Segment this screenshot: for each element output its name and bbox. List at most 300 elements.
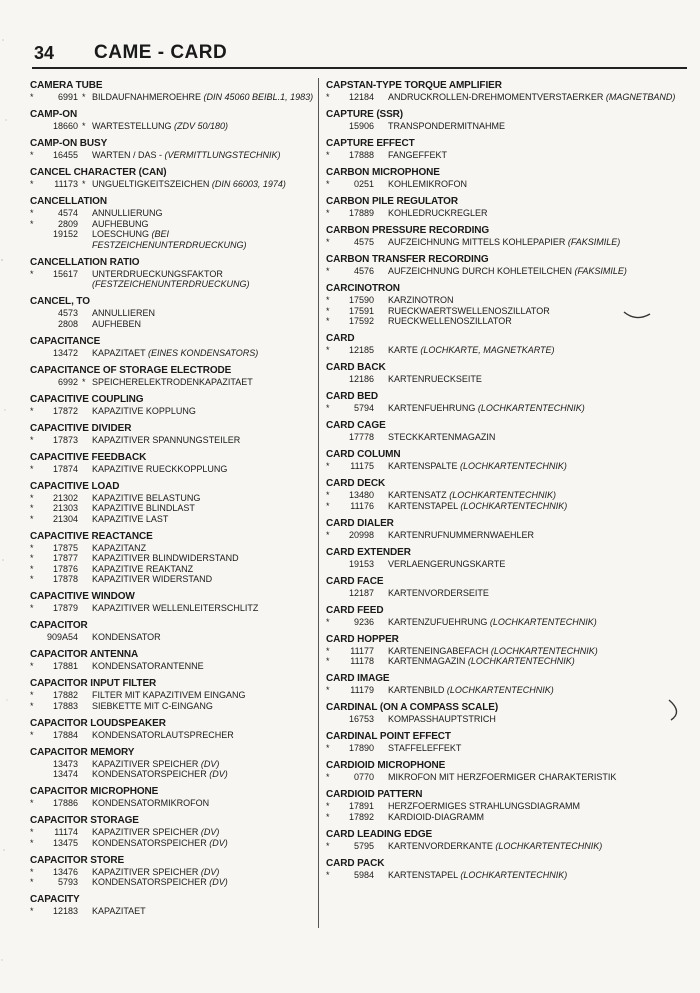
translation-row	[30, 838, 315, 849]
standard-star-marker	[378, 501, 388, 512]
entry-code: 13473	[52, 758, 78, 769]
entry-term: CARD DIALER	[326, 517, 394, 529]
glossary-entry	[30, 747, 315, 780]
entry-term: CARD LEADING EDGE	[326, 828, 433, 840]
standard-star-marker: *	[30, 92, 34, 102]
translation-text	[388, 490, 676, 501]
standard-star-marker	[82, 514, 92, 525]
translation-row	[30, 730, 315, 741]
standard-star-marker: *	[30, 798, 34, 808]
translation-row	[30, 493, 315, 504]
usage-note: (DV)	[209, 877, 228, 887]
german-term: AUFZEICHNUNG MITTELS KOHLEPAPIER	[388, 237, 566, 247]
german-term: RUECKWAERTSWELLENOSZILLATOR	[388, 305, 550, 316]
column-divider	[318, 78, 319, 928]
standard-star-marker	[378, 617, 388, 628]
glossary-entry	[326, 576, 676, 599]
standard-star-marker: *	[326, 461, 330, 471]
standard-star-marker: *	[30, 603, 34, 613]
standard-star-marker	[82, 564, 92, 575]
entry-term: CARBON PILE REGULATOR	[326, 196, 458, 207]
translation-row	[30, 92, 315, 103]
usage-note: (LOCHKARTENTECHNIK)	[489, 616, 597, 627]
german-term: KARTENVORDERKANTE	[388, 840, 493, 851]
entry-code: 19152	[52, 229, 78, 239]
entry-term: CANCELLATION	[30, 196, 107, 207]
standard-star-marker	[30, 377, 42, 388]
standard-star-marker	[30, 769, 42, 780]
entry-code: 5795	[353, 840, 374, 851]
standard-star-marker: *	[30, 208, 34, 218]
translation-row	[326, 501, 676, 512]
entry-term: CAPTURE (SSR)	[326, 109, 404, 120]
standard-star-marker	[82, 759, 92, 770]
entry-code: 17873	[52, 434, 78, 445]
entry-code: 21304	[52, 513, 78, 524]
entry-term: CARD FEED	[326, 604, 384, 616]
glossary-entry	[30, 138, 315, 161]
entry-code: 17886	[52, 798, 78, 808]
translation-text	[388, 812, 676, 823]
standard-star-marker: *	[30, 827, 34, 837]
usage-note: (DIN 66003, 1974)	[211, 179, 286, 189]
entry-term: CAPACITIVE WINDOW	[30, 591, 135, 602]
standard-star-marker	[82, 269, 92, 290]
entry-term: CARDINAL (ON A COMPASS SCALE)	[326, 702, 499, 713]
glossary-entry	[30, 894, 315, 917]
translation-row	[326, 685, 676, 696]
translation-text	[388, 121, 676, 132]
standard-star-marker	[82, 229, 92, 250]
translation-text	[92, 603, 315, 614]
entry-code: 15906	[348, 121, 374, 131]
standard-star-marker: *	[326, 616, 330, 627]
translation-text	[388, 870, 676, 881]
standard-star-marker	[378, 374, 388, 385]
standard-star-marker	[378, 656, 388, 667]
translation-text	[92, 208, 315, 219]
entry-term: CARDINAL POINT EFFECT	[326, 731, 451, 742]
glossary-entry	[326, 518, 676, 541]
glossary-entry	[326, 731, 676, 754]
translation-row	[326, 588, 676, 599]
entry-code: 909A54	[46, 632, 78, 642]
translation-text	[388, 646, 676, 657]
entry-code: 17872	[52, 405, 78, 416]
entry-term: CAPACITOR INPUT FILTER	[30, 678, 157, 689]
entry-term: CAPACITOR MEMORY	[30, 746, 135, 758]
translation-row	[30, 219, 315, 230]
translation-row	[30, 503, 315, 514]
translation-text	[92, 867, 315, 878]
entry-code: 5793	[57, 877, 78, 887]
translation-text	[92, 769, 315, 780]
translation-row	[326, 345, 676, 356]
standard-star-marker: *	[326, 345, 330, 355]
usage-note: (LOCHKARTENTECHNIK)	[460, 461, 567, 471]
standard-star-marker	[378, 432, 388, 443]
entry-term: CAMP-ON	[30, 109, 78, 120]
page-number: 34	[34, 43, 55, 63]
entry-code: 17591	[348, 305, 374, 316]
translation-text	[92, 377, 315, 388]
entry-code: 13480	[348, 490, 374, 500]
german-term: KAPAZITIVER SPEICHER	[92, 758, 199, 769]
usage-note: (LOCHKARTENTECHNIK)	[460, 500, 568, 511]
entry-term: CAPACITOR STORE	[30, 854, 125, 866]
page-title: CAME - CARD	[94, 42, 228, 63]
standard-star-marker	[82, 219, 92, 230]
german-term: KAPAZITAET	[92, 906, 146, 916]
translation-row	[30, 798, 315, 809]
usage-note: (FAKSIMILE)	[567, 237, 621, 247]
glossary-entry	[30, 591, 315, 614]
translation-text	[92, 92, 315, 103]
german-term: KARTENZUFUEHRUNG	[388, 616, 488, 627]
standard-star-marker: *	[30, 837, 34, 848]
usage-note: (LOCHKARTENTECHNIK)	[460, 869, 568, 880]
entry-code: 2809	[57, 218, 78, 229]
entry-term: CANCEL CHARACTER (CAN)	[30, 167, 167, 178]
usage-note: (LOCHKARTENTECHNIK)	[490, 645, 598, 656]
translation-text	[92, 661, 315, 672]
entry-term: CARDIOID PATTERN	[326, 789, 423, 800]
entry-code: 13475	[52, 837, 78, 848]
entry-term: CARD FACE	[326, 575, 384, 587]
usage-note: (LOCHKARTENTECHNIK)	[449, 490, 557, 500]
translation-row	[326, 179, 676, 190]
standard-star-marker	[82, 632, 92, 643]
entry-code: 11174	[54, 827, 78, 837]
entry-code: 13472	[52, 347, 78, 358]
entry-code: 2808	[57, 318, 78, 329]
standard-star-marker	[378, 812, 388, 823]
entry-term: CAMP-ON BUSY	[30, 138, 108, 149]
entry-code: 11175	[350, 461, 374, 471]
entry-code: 4576	[353, 266, 374, 276]
translation-row	[326, 374, 676, 385]
standard-star-marker	[82, 319, 92, 330]
entry-code: 4574	[57, 208, 78, 218]
entry-term: CAPACITIVE LOAD	[30, 480, 120, 492]
german-term: KAPAZITIVER BLINDWIDERSTAND	[92, 553, 239, 563]
entry-code: 6992	[57, 376, 78, 387]
standard-star-marker	[82, 543, 92, 554]
standard-star-marker: *	[326, 150, 330, 160]
standard-star-marker: *	[30, 542, 34, 553]
translation-row	[30, 348, 315, 359]
page-mark	[620, 300, 660, 330]
usage-note: (DV)	[209, 769, 228, 779]
standard-star-marker	[82, 661, 92, 672]
german-term: KOMPASSHAUPTSTRICH	[388, 714, 496, 724]
translation-text	[92, 701, 315, 712]
translation-row	[326, 617, 676, 628]
standard-star-marker	[82, 838, 92, 849]
glossary-entry	[30, 855, 315, 888]
standard-star-marker	[326, 588, 338, 599]
usage-note: (DV)	[200, 827, 220, 837]
standard-star-marker	[378, 870, 388, 881]
translation-row	[30, 574, 315, 585]
translation-text	[388, 150, 676, 161]
translation-text	[388, 266, 676, 277]
translation-row	[30, 406, 315, 417]
entry-code: 11176	[350, 500, 374, 511]
translation-row	[30, 308, 315, 319]
german-term: AUFZEICHNUNG DURCH KOHLETEILCHEN	[388, 266, 573, 276]
standard-star-marker: *	[30, 729, 34, 740]
german-term: KOHLEDRUCKREGLER	[388, 208, 488, 218]
standard-star-marker: *	[30, 150, 34, 160]
glossary-entry	[30, 649, 315, 672]
entry-term: CAPACITOR STORAGE	[30, 815, 139, 826]
standard-star-marker: *	[30, 906, 34, 916]
standard-star-marker	[378, 646, 388, 657]
german-term: KAPAZITIVER WELLENLEITERSCHLITZ	[92, 603, 259, 613]
german-term: KARTENSATZ	[388, 490, 447, 500]
usage-note: (LOCHKARTENTECHNIK)	[477, 403, 585, 413]
translation-text	[388, 588, 676, 599]
entry-term: CARBON PRESSURE RECORDING	[326, 225, 490, 236]
glossary-entry	[30, 786, 315, 809]
glossary-entry	[326, 80, 676, 103]
translation-row	[326, 432, 676, 443]
german-term: KAPAZITAET	[92, 347, 146, 358]
standard-star-marker	[378, 266, 388, 277]
glossary-entry	[326, 362, 676, 385]
translation-text	[92, 435, 315, 446]
translation-text	[92, 308, 315, 319]
german-term: TRANSPONDERMITNAHME	[388, 121, 506, 131]
entry-code: 4573	[57, 308, 78, 318]
translation-row	[30, 543, 315, 554]
standard-star-marker	[378, 490, 388, 501]
german-term: KARTENVORDERSEITE	[388, 587, 489, 598]
entry-term: CAPACITANCE OF STORAGE ELECTRODE	[30, 364, 232, 376]
entry-code: 17882	[52, 690, 78, 700]
german-term: STAFFELEFFEKT	[388, 743, 462, 753]
standard-star-marker	[378, 588, 388, 599]
glossary-entry	[326, 167, 676, 190]
translation-row	[326, 743, 676, 754]
german-term: ANDRUCKROLLEN-DREHMOMENTVERSTAERKER	[388, 92, 604, 102]
standard-star-marker	[378, 295, 388, 306]
entry-term: CAPACITOR	[30, 620, 88, 631]
glossary-entry	[30, 336, 315, 359]
standard-star-marker	[378, 461, 388, 472]
glossary-entry	[30, 452, 315, 475]
entry-term: CARD	[326, 333, 355, 344]
usage-note: (LOCHKARTE, MAGNETKARTE)	[420, 345, 555, 355]
german-term: SIEBKETTE MIT C-EINGANG	[92, 700, 213, 711]
translation-text	[92, 690, 315, 701]
translation-text	[388, 617, 676, 628]
standard-star-marker: *	[326, 772, 330, 782]
translation-text	[388, 530, 676, 541]
german-term: HERZFOERMIGES STRAHLUNGSDIAGRAMM	[388, 801, 581, 811]
entry-code: 21303	[52, 503, 78, 513]
translation-row	[30, 564, 315, 575]
entry-code: 12185	[348, 345, 374, 355]
entry-code: 17875	[52, 542, 78, 553]
entry-code: 17876	[52, 563, 78, 574]
german-term: KARTENSTAPEL	[388, 869, 458, 880]
entry-code: 11178	[350, 656, 374, 666]
standard-star-marker	[378, 208, 388, 219]
entry-code: 15617	[52, 268, 78, 279]
usage-note: (DV)	[209, 837, 228, 848]
standard-star-marker: *	[30, 877, 34, 887]
standard-star-marker	[82, 877, 92, 888]
standard-star-marker	[82, 150, 92, 161]
entry-term: CARD HOPPER	[326, 633, 399, 645]
entry-code: 12186	[348, 374, 374, 384]
standard-star-marker: *	[30, 563, 34, 574]
entry-term: CAPACITOR ANTENNA	[30, 649, 139, 660]
translation-text	[92, 553, 315, 564]
usage-note: (EINES KONDENSATORS)	[148, 347, 259, 358]
german-term: KONDENSATORMIKROFON	[92, 798, 210, 808]
translation-row	[326, 208, 676, 219]
standard-star-marker: *	[326, 266, 330, 276]
translation-text	[92, 406, 315, 417]
standard-star-marker	[30, 319, 42, 330]
entry-code: 9236	[353, 616, 374, 627]
translation-text	[92, 730, 315, 741]
standard-star-marker: *	[30, 434, 34, 445]
translation-text	[388, 208, 676, 219]
german-term: KONDENSATORSPEICHER	[92, 877, 207, 887]
translation-text	[92, 564, 315, 575]
standard-star-marker	[82, 464, 92, 475]
translation-text	[92, 798, 315, 809]
translation-text	[92, 877, 315, 888]
standard-star-marker: *	[326, 811, 330, 822]
entry-term: CAMERA TUBE	[30, 80, 103, 91]
translation-text	[388, 714, 676, 725]
entry-term: CAPACITIVE DIVIDER	[30, 422, 132, 434]
german-term: KARTENSPALTE	[388, 461, 458, 471]
standard-star-marker	[82, 769, 92, 780]
entry-term: CARD BACK	[326, 362, 386, 373]
german-term: KAPAZITIVE RUECKKOPPLUNG	[92, 463, 228, 474]
glossary-entry	[326, 420, 676, 443]
glossary-entry	[30, 257, 315, 290]
translation-text	[388, 179, 676, 190]
translation-text	[92, 503, 315, 514]
entry-term: CAPTURE EFFECT	[326, 138, 415, 149]
german-term: FILTER MIT KAPAZITIVEM EINGANG	[92, 690, 246, 700]
standard-star-marker: *	[326, 305, 330, 316]
translation-text	[92, 348, 315, 359]
standard-star-marker	[82, 493, 92, 504]
standard-star-marker	[30, 632, 42, 643]
entry-term: CARD IMAGE	[326, 673, 390, 684]
translation-row	[30, 827, 315, 838]
german-term: KAPAZITIVE REAKTANZ	[92, 563, 194, 574]
standard-star-marker: *	[30, 690, 34, 700]
entry-term: CAPACITIVE REACTANCE	[30, 530, 153, 542]
glossary-entry	[30, 423, 315, 446]
translation-row	[326, 812, 676, 823]
translation-row	[326, 150, 676, 161]
entry-term: CAPSTAN-TYPE TORQUE AMPLIFIER	[326, 80, 502, 91]
translation-text	[92, 493, 315, 504]
entry-code: 17888	[348, 150, 374, 160]
entry-code: 17883	[52, 700, 78, 711]
german-term: KARDIOID-DIAGRAMM	[388, 811, 485, 822]
standard-star-marker	[378, 121, 388, 132]
german-term: UNGUELTIGKEITSZEICHEN	[92, 179, 210, 189]
glossary-entry	[326, 760, 676, 783]
translation-row	[30, 319, 315, 330]
entry-code: 16455	[52, 150, 78, 160]
entry-code: 5794	[353, 403, 374, 413]
german-term: KAPAZITANZ	[92, 542, 147, 553]
entry-code: 12183	[52, 906, 78, 916]
german-term: KAPAZITIVER WIDERSTAND	[92, 574, 213, 584]
standard-star-marker: *	[326, 656, 330, 666]
german-term: KARTENRUFNUMMERNWAEHLER	[388, 529, 535, 540]
glossary-entry	[30, 531, 315, 585]
german-term: WARTEN / DAS -	[92, 150, 163, 160]
glossary-entry	[326, 391, 676, 414]
standard-star-marker	[82, 308, 92, 319]
translation-text	[388, 345, 676, 356]
glossary-entry	[326, 449, 676, 472]
translation-text	[388, 92, 676, 103]
translation-row	[326, 266, 676, 277]
standard-star-marker	[82, 690, 92, 701]
standard-star-marker	[378, 316, 388, 327]
standard-star-marker: *	[326, 685, 330, 695]
entry-code: 17890	[348, 743, 374, 753]
standard-star-marker	[30, 308, 42, 319]
standard-star-marker	[82, 603, 92, 614]
usage-note: (MAGNETBAND)	[605, 92, 676, 102]
translation-text	[92, 906, 315, 917]
standard-star-marker: *	[30, 700, 34, 711]
translation-row	[30, 377, 315, 388]
entry-term: CAPACITOR LOUDSPEAKER	[30, 717, 166, 729]
translation-text	[388, 841, 676, 852]
entry-code: 17778	[348, 432, 374, 442]
standard-star-marker: *	[326, 801, 330, 811]
translation-text	[92, 838, 315, 849]
glossary-entry	[30, 167, 315, 190]
standard-star-marker	[378, 179, 388, 190]
standard-star-marker: *	[82, 179, 86, 189]
standard-star-marker	[30, 121, 42, 132]
german-term: KAPAZITIVE BLINDLAST	[92, 503, 195, 513]
usage-note: (DV)	[200, 758, 220, 769]
entry-code: 17592	[348, 316, 374, 326]
standard-star-marker: *	[326, 316, 330, 326]
entry-term: CANCELLATION RATIO	[30, 256, 140, 268]
german-term: WARTESTELLUNG	[92, 121, 172, 131]
entry-term: CAPACITOR MICROPHONE	[30, 786, 159, 797]
translation-row	[30, 690, 315, 701]
glossary-entry	[30, 196, 315, 250]
entry-term: CARD CAGE	[326, 420, 386, 431]
translation-text	[92, 229, 315, 250]
usage-note: (LOCHKARTENTECHNIK)	[495, 840, 603, 851]
usage-note: (DIN 45060 BEIBL.1, 1983)	[203, 92, 314, 102]
german-term: KONDENSATORSPEICHER	[92, 837, 207, 848]
standard-star-marker: *	[326, 645, 330, 656]
standard-star-marker	[30, 759, 42, 770]
